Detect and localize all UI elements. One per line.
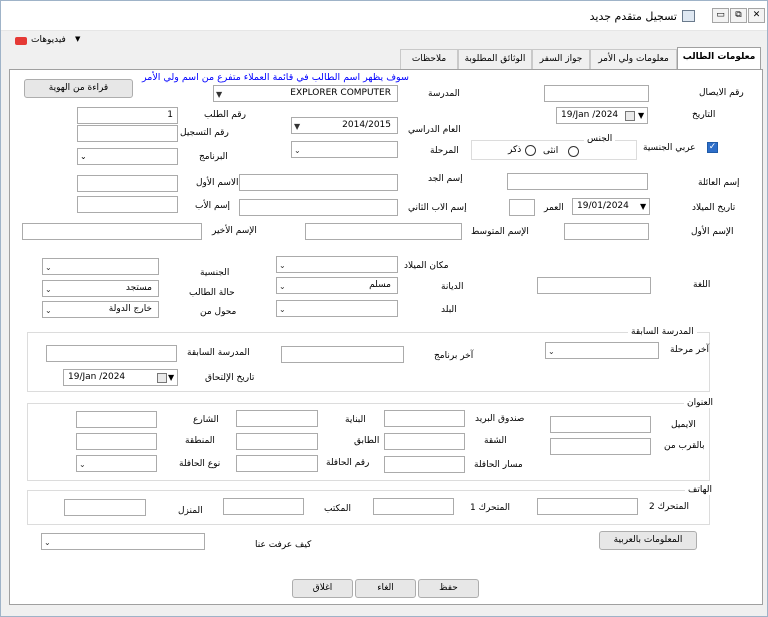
birth-date-label: تاريخ الميلاد — [692, 203, 736, 213]
receipt-no-label: رقم الايصال — [699, 88, 744, 98]
date-value: 19/Jan /2024 — [561, 110, 619, 120]
middle-name-input[interactable] — [305, 223, 462, 240]
bus-no-label: رقم الحافلة — [326, 458, 370, 468]
bus-route-label: مسار الحافلة — [474, 460, 523, 470]
window-title: تسجيل متقدم جديد — [589, 10, 677, 23]
birth-place-label: مكان الميلاد — [404, 261, 449, 271]
maximize-button[interactable]: ⧉ — [730, 8, 747, 23]
prev-school-group — [27, 327, 710, 392]
religion-label: الديانة — [441, 282, 464, 292]
join-date-value: 19/Jan /2024 — [68, 372, 126, 382]
mobile1-label: المتحرك 1 — [470, 503, 510, 513]
family-name-label: إسم العائلة — [698, 178, 740, 188]
chevron-down-icon: ⌄ — [294, 146, 301, 155]
tab-student-info[interactable]: معلومات الطالب — [677, 47, 761, 70]
last-stage-label: آخر مرحلة — [670, 345, 710, 355]
transferred-from-value: خارج الدولة — [108, 304, 152, 314]
academic-year-label: العام الدراسي — [408, 125, 461, 135]
apartment-input[interactable] — [384, 433, 465, 450]
bus-no-input[interactable] — [236, 455, 318, 472]
birth-date-value: 19/01/2024 — [577, 201, 629, 211]
religion-value: مسلم — [369, 280, 391, 290]
family-name-input[interactable] — [507, 173, 648, 190]
request-no-input[interactable]: 1 — [77, 107, 178, 124]
chevron-down-icon: ⌄ — [44, 538, 51, 547]
program-select[interactable] — [77, 148, 178, 165]
videos-label: فيديوهات — [31, 35, 66, 45]
office-label: المكتب — [324, 504, 351, 514]
chevron-down-icon: ▼ — [216, 90, 223, 99]
phone-group-label: الهاتف — [685, 485, 715, 495]
prev-school-label: المدرسة السابقة — [187, 348, 250, 358]
building-input[interactable] — [236, 410, 318, 427]
student-status-value: مستجد — [125, 283, 152, 293]
program-label: البرنامج — [199, 152, 228, 162]
registration-no-input[interactable] — [77, 125, 178, 142]
title-bar — [1, 1, 767, 31]
home-phone-input[interactable] — [64, 499, 146, 516]
transferred-from-label: محول من — [200, 307, 237, 317]
first-name-input[interactable] — [77, 175, 178, 192]
student-status-select[interactable] — [42, 280, 159, 297]
chevron-down-icon: ⌄ — [45, 306, 52, 315]
arabic-info-button[interactable]: المعلومات بالعربية — [599, 531, 697, 550]
registration-no-label: رقم التسجيل — [180, 128, 229, 138]
mobile2-label: المتحرك 2 — [649, 502, 689, 512]
po-box-input[interactable] — [384, 410, 465, 427]
religion-select[interactable] — [276, 277, 398, 294]
last-name-input[interactable] — [22, 223, 202, 240]
gender-label: الجنس — [584, 134, 615, 144]
student-info-panel — [9, 69, 763, 605]
last-stage-select[interactable] — [545, 342, 659, 359]
youtube-icon — [15, 37, 27, 45]
email-input[interactable] — [550, 416, 651, 433]
tab-required-docs[interactable]: الوثائق المطلوبة — [458, 49, 532, 69]
chevron-down-icon: ▼ — [294, 122, 301, 131]
bus-route-input[interactable] — [384, 456, 465, 473]
first-name-label: الإسم الأول — [691, 227, 734, 237]
birth-date-picker[interactable] — [572, 198, 650, 215]
request-no-label: رقم الطلب — [204, 110, 246, 120]
mobile1-input[interactable] — [373, 498, 454, 515]
gender-group — [471, 134, 637, 160]
last-name-label: الإسم الأخير — [212, 226, 257, 236]
birth-place-select[interactable] — [276, 256, 398, 273]
female-radio[interactable] — [568, 146, 579, 157]
chevron-down-icon: ⌄ — [45, 263, 52, 272]
father-name-label: إسم الأب — [195, 201, 230, 211]
age-label: العمر — [544, 203, 564, 213]
save-button[interactable]: حفظ — [418, 579, 479, 598]
school-select[interactable] — [213, 85, 398, 102]
tab-passport[interactable]: جواز السفر — [532, 49, 590, 69]
arabic-nationality-label: عربي الجنسية — [643, 143, 696, 153]
male-label: ذكر — [508, 145, 522, 155]
stage-select[interactable] — [291, 141, 398, 158]
close-button[interactable]: ✕ — [748, 8, 765, 23]
area-label: المنطقة — [185, 436, 215, 446]
first-name-input-2[interactable] — [564, 223, 649, 240]
academic-year-select[interactable] — [291, 117, 398, 134]
chevron-down-icon: ▼ — [75, 35, 81, 43]
stage-label: المرحلة — [430, 146, 459, 156]
tab-notes[interactable]: ملاحظات — [400, 49, 458, 69]
chevron-down-icon: ⌄ — [279, 305, 286, 314]
nationality-select[interactable] — [42, 258, 159, 275]
minimize-button[interactable]: ▭ — [712, 8, 729, 23]
read-id-button[interactable]: قراءة من الهوية — [24, 79, 133, 98]
prev-school-group-label: المدرسة السابقة — [628, 327, 697, 337]
academic-year-value: 2014/2015 — [342, 120, 391, 130]
floor-label: الطابق — [354, 436, 380, 446]
email-label: الايميل — [671, 420, 696, 430]
chevron-down-icon: ⌄ — [79, 460, 86, 469]
male-radio[interactable] — [525, 145, 536, 156]
transferred-from-select[interactable] — [42, 301, 159, 318]
country-label: البلد — [441, 305, 457, 315]
bus-type-select[interactable] — [76, 455, 157, 472]
chevron-down-icon: ⌄ — [548, 347, 555, 356]
first-name-top-label: الاسم الأول — [196, 178, 239, 188]
female-label: انثى — [543, 146, 559, 156]
grandfather-name-label: إسم الجد — [428, 174, 463, 184]
street-label: الشارع — [193, 415, 219, 425]
father-name-input[interactable] — [77, 196, 178, 213]
calendar-icon — [625, 111, 635, 121]
second-father-name-label: إسم الاب الثاني — [408, 203, 467, 213]
second-father-name-input[interactable] — [239, 199, 398, 216]
building-label: البناية — [345, 415, 366, 425]
join-date-label: تاريخ الإلتحاق — [205, 373, 255, 383]
tab-guardian-info[interactable]: معلومات ولي الأمر — [590, 49, 677, 69]
how-know-label: كيف عرفت عنا — [255, 540, 312, 550]
nationality-label: الجنسية — [200, 268, 230, 278]
notice-text: سوف يظهر اسم الطالب في قائمة العملاء متفرع من اسم ولي الأمر — [142, 72, 409, 83]
chevron-down-icon: ⌄ — [45, 285, 52, 294]
how-know-select[interactable] — [41, 533, 205, 550]
last-program-label: آخر برنامج — [434, 351, 474, 361]
cancel-button[interactable]: الغاء — [355, 579, 416, 598]
chevron-down-icon: ⌄ — [279, 282, 286, 291]
po-box-label: صندوق البريد — [475, 414, 525, 424]
age-input[interactable] — [509, 199, 535, 216]
close-form-button[interactable]: اغلاق — [292, 579, 353, 598]
app-icon — [682, 10, 695, 22]
mobile2-input[interactable] — [537, 498, 638, 515]
chevron-down-icon: ⌄ — [279, 261, 286, 270]
near-label: بالقرب من — [664, 441, 705, 451]
address-group — [27, 398, 714, 481]
chevron-down-icon: ▼ — [168, 373, 175, 382]
prev-school-input[interactable] — [46, 345, 177, 362]
school-value: EXPLORER COMPUTER — [290, 88, 391, 98]
street-input[interactable] — [76, 411, 157, 428]
phone-group — [27, 485, 712, 525]
apartment-label: الشقة — [484, 436, 507, 446]
student-status-label: حالة الطالب — [189, 288, 235, 298]
school-label: المدرسة — [428, 89, 460, 99]
address-group-label: العنوان — [684, 398, 716, 408]
near-input[interactable] — [550, 438, 651, 455]
language-label: اللغة — [693, 280, 711, 290]
country-select[interactable] — [276, 300, 398, 317]
area-input[interactable] — [76, 433, 157, 450]
chevron-down-icon: ▼ — [638, 111, 645, 120]
floor-input[interactable] — [236, 433, 318, 450]
tab-strip — [9, 49, 763, 70]
chevron-down-icon: ⌄ — [80, 152, 87, 161]
videos-menu[interactable] — [15, 35, 85, 49]
date-label: التاريخ — [692, 110, 716, 120]
office-phone-input[interactable] — [223, 498, 304, 515]
home-label: المنزل — [178, 506, 203, 516]
date-picker[interactable] — [556, 107, 648, 124]
language-input[interactable] — [537, 277, 651, 294]
last-program-input[interactable] — [281, 346, 404, 363]
calendar-icon — [157, 373, 167, 383]
grandfather-name-input[interactable] — [239, 174, 398, 191]
middle-name-label: الإسم المتوسط — [471, 227, 529, 237]
chevron-down-icon: ▼ — [640, 202, 647, 211]
bus-type-label: نوع الحافلة — [179, 459, 221, 469]
arabic-nationality-checkbox[interactable]: ✓ — [708, 142, 717, 152]
receipt-no-input[interactable] — [544, 85, 649, 102]
join-date-picker[interactable] — [63, 369, 178, 386]
